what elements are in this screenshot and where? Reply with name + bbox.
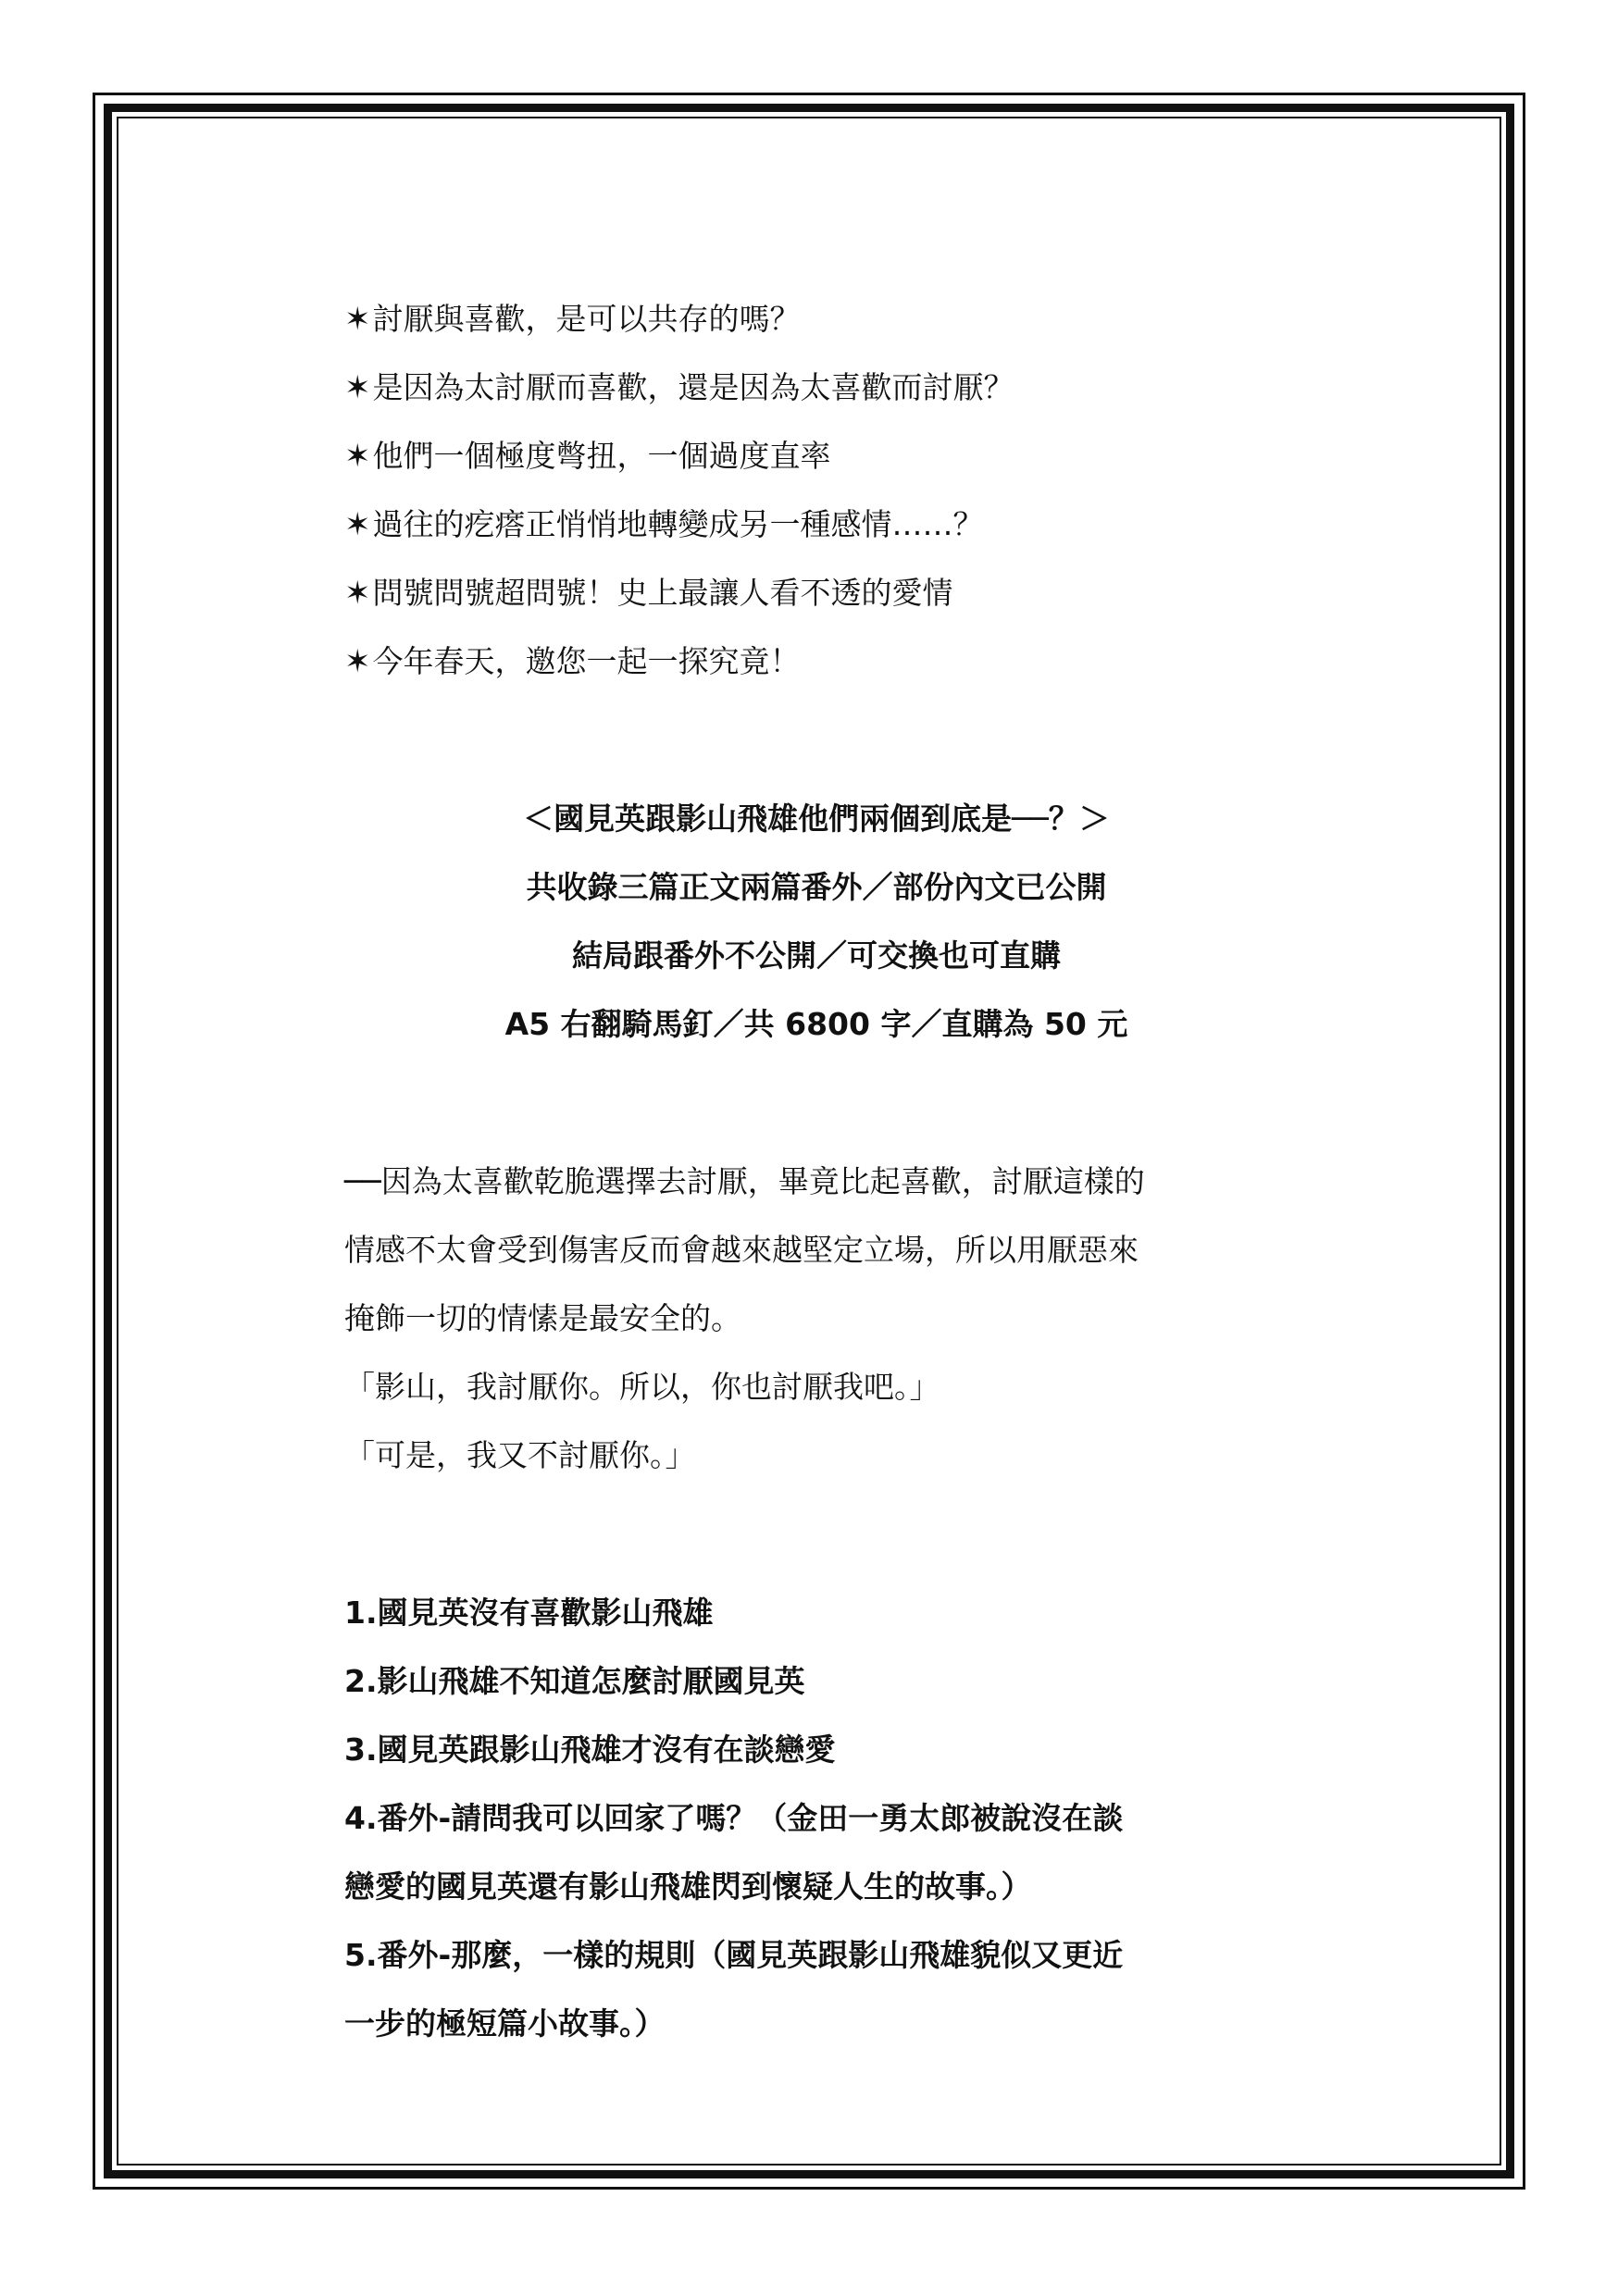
list-item: 2.影山飛雄不知道怎麼討厭國見英 (344, 1663, 805, 1699)
list-item-continued: 戀愛的國見英還有影山飛雄閃到懷疑人生的故事。） (344, 1868, 1032, 1905)
book-info-line: A5 右翻騎馬釘／共 6800 字／直購為 50 元 (504, 1006, 1128, 1042)
contents-list (344, 1579, 1288, 2058)
star-icon: ✶ (344, 438, 371, 475)
list-item: 5.番外-那麼，一樣的規則（國見英跟影山飛雄貌似又更近 (344, 1937, 1124, 1973)
teaser-line: ✶問號問號超問號！史上最讓人看不透的愛情 (344, 575, 953, 612)
excerpt-line: ──因為太喜歡乾脆選擇去討厭，畢竟比起喜歡，討厭這樣的 (344, 1163, 1145, 1199)
teaser-line: ✶他們一個極度彆扭，一個過度直率 (344, 438, 831, 475)
list-item-continued: 一步的極短篇小故事。） (344, 2005, 666, 2042)
book-info-line: 共收錄三篇正文兩篇番外／部份內文已公開 (526, 869, 1107, 905)
star-icon: ✶ (344, 506, 371, 543)
teaser-line: ✶是因為太討厭而喜歡，還是因為太喜歡而討厭？ (344, 369, 1014, 406)
excerpt-line: 情感不太會受到傷害反而會越來越堅定立場，所以用厭惡來 (344, 1232, 1139, 1268)
excerpt-section (344, 1148, 1288, 1490)
list-item: 1.國見英沒有喜歡影山飛雄 (344, 1595, 714, 1631)
book-info-line: 結局跟番外不公開／可交換也可直購 (572, 937, 1061, 974)
star-icon: ✶ (344, 369, 371, 406)
teaser-line: ✶過往的疙瘩正悄悄地轉變成另一種感情……？ (344, 506, 984, 543)
dialogue-line: 「影山，我討厭你。所以，你也討厭我吧。」 (344, 1369, 940, 1405)
teaser-line: ✶今年春天，邀您一起一探究竟！ (344, 643, 801, 680)
excerpt-line: 掩飾一切的情愫是最安全的。 (344, 1300, 741, 1336)
book-title: ＜國見英跟影山飛雄他們兩個到底是──？＞ (523, 800, 1110, 837)
page-content (344, 285, 1288, 2058)
list-item: 3.國見英跟影山飛雄才沒有在談戀愛 (344, 1731, 836, 1768)
star-icon: ✶ (344, 575, 371, 612)
teaser-section (344, 285, 1288, 696)
dialogue-line: 「可是，我又不討厭你。」 (344, 1437, 696, 1473)
book-info-section (344, 785, 1288, 1059)
star-icon: ✶ (344, 301, 371, 338)
list-item: 4.番外-請問我可以回家了嗎？（金田一勇太郎被說沒在談 (344, 1800, 1124, 1836)
star-icon: ✶ (344, 643, 371, 680)
teaser-line: ✶討厭與喜歡，是可以共存的嗎？ (344, 301, 801, 338)
